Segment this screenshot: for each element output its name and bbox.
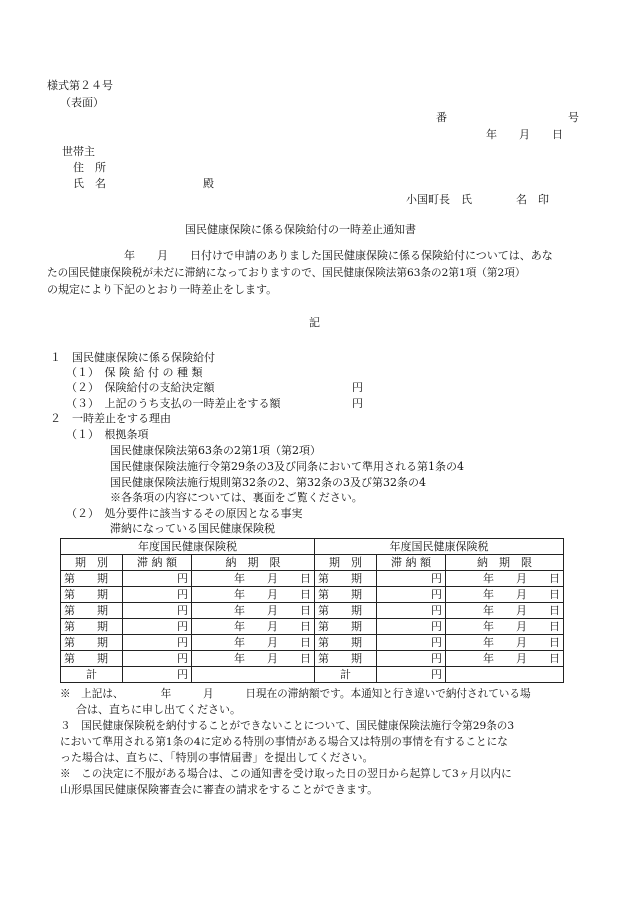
- section1-item3: （３） 上記のうち支払の一時差止をする額: [66, 397, 281, 410]
- due-cell: 年 月 日: [446, 635, 564, 651]
- period-cell: 第 期: [61, 619, 123, 635]
- due-cell: 年 月 日: [446, 587, 564, 603]
- law-citation-1: 国民健康保険法第63条の2第1項（第2項）: [110, 444, 321, 457]
- amount-cell: 円: [123, 587, 192, 603]
- amount-cell: 円: [123, 619, 192, 635]
- table-column-header-row: [61, 555, 564, 571]
- section1-item3-unit: 円: [352, 397, 363, 410]
- balance-note-line-1: ※ 上記は、 年 月 日現在の滞納額です。本通知と行き違いで納付されている場: [60, 688, 531, 700]
- section2-sub2: （２） 処分要件に該当するその原因となる事実: [66, 507, 303, 520]
- period-cell: 第 期: [315, 635, 377, 651]
- law-citation-2: 国民健康保険法施行令第29条の3及び同条において準用される第1条の4: [110, 460, 464, 473]
- section1-item2: （２） 保険給付の支給決定額: [66, 381, 215, 394]
- recipient-title: 世帯主: [62, 145, 95, 158]
- body-line-3: の規定により下記のとおり一時差止をします。: [47, 283, 278, 296]
- year-header-left: 年度国民健康保険税: [61, 539, 315, 555]
- section3-line-1: ３ 国民健康保険税を納付することができないことについて、国民健康保険法施行令第29条の3: [60, 720, 515, 732]
- amount-cell: 円: [123, 603, 192, 619]
- col-period: 期 別: [315, 555, 377, 571]
- document-title: 国民健康保険に係る保険給付の一時差止通知書: [185, 223, 416, 236]
- amount-cell: 円: [377, 651, 446, 667]
- due-cell: 年 月 日: [192, 619, 315, 635]
- recipient-address-label: 住 所: [73, 161, 106, 174]
- due-cell: 年 月 日: [446, 619, 564, 635]
- period-cell: 第 期: [61, 651, 123, 667]
- period-cell: 第 期: [315, 603, 377, 619]
- amount-cell: 円: [377, 571, 446, 587]
- amount-cell: 円: [377, 587, 446, 603]
- col-due: 納 期 限: [446, 555, 564, 571]
- due-cell: 年 月 日: [192, 587, 315, 603]
- period-cell: 第 期: [315, 651, 377, 667]
- total-blank: [192, 667, 315, 683]
- issue-date: 年 月 日: [486, 128, 563, 141]
- delinquent-tax-label: 滞納になっている国民健康保険税: [110, 522, 275, 535]
- due-cell: 年 月 日: [446, 603, 564, 619]
- table-row: [61, 651, 564, 667]
- amount-cell: 円: [123, 635, 192, 651]
- amount-cell: 円: [377, 635, 446, 651]
- body-line-1: 年 月 日付けで申請のありました国民健康保険に係る保険給付については、あな: [124, 249, 553, 262]
- front-side-label: （表面）: [60, 96, 104, 109]
- amount-cell: 円: [123, 651, 192, 667]
- total-amount: 円: [377, 667, 446, 683]
- honorific: 殿: [203, 177, 214, 190]
- table-total-row: [61, 667, 564, 683]
- sender-signature: 小国町長 氏 名 印: [406, 193, 549, 206]
- law-note: ※各条項の内容については、裏面をご覧ください。: [110, 491, 363, 504]
- table-row: [61, 587, 564, 603]
- section3-line-2: において準用される第1条の4に定める特別の事情がある場合又は特別の事情を有することにな: [60, 736, 508, 748]
- amount-cell: 円: [123, 571, 192, 587]
- col-period: 期 別: [61, 555, 123, 571]
- appeal-line-1: ※ この決定に不服がある場合は、この通知書を受け取った日の翌日から起算して3ヶ月以内に: [60, 768, 512, 780]
- total-label: 計: [61, 667, 123, 683]
- law-citation-3: 国民健康保険法施行規則第32条の2、第32条の3及び第32条の4: [110, 476, 426, 489]
- delinquent-tax-table: [60, 538, 564, 683]
- period-cell: 第 期: [315, 619, 377, 635]
- period-cell: 第 期: [61, 603, 123, 619]
- due-cell: 年 月 日: [192, 651, 315, 667]
- col-due: 納 期 限: [192, 555, 315, 571]
- period-cell: 第 期: [61, 587, 123, 603]
- section1-item1: （１） 保 険 給 付 の 種 類: [66, 366, 203, 379]
- section1-heading: １ 国民健康保険に係る保険給付: [50, 351, 215, 364]
- amount-cell: 円: [377, 603, 446, 619]
- due-cell: 年 月 日: [446, 571, 564, 587]
- table-year-header-row: [61, 539, 564, 555]
- section1-item2-unit: 円: [352, 381, 363, 394]
- table-row: [61, 571, 564, 587]
- total-blank: [446, 667, 564, 683]
- recipient-name-label: 氏 名: [73, 177, 106, 190]
- due-cell: 年 月 日: [192, 603, 315, 619]
- col-amount: 滞 納 額: [377, 555, 446, 571]
- table-row: [61, 635, 564, 651]
- body-line-2: たの国民健康保険税が未だに滞納になっておりますので、国民健康保険法第63条の2第1項（第2項）: [47, 267, 526, 279]
- year-header-right: 年度国民健康保険税: [315, 539, 564, 555]
- period-cell: 第 期: [61, 571, 123, 587]
- section2-heading: ２ 一時差止をする理由: [50, 412, 171, 425]
- col-amount: 滞 納 額: [123, 555, 192, 571]
- table-row: [61, 603, 564, 619]
- balance-note-line-2: 合は、直ちに申し出てください。: [76, 703, 241, 716]
- period-cell: 第 期: [315, 571, 377, 587]
- ki-heading: 記: [309, 316, 320, 329]
- amount-cell: 円: [377, 619, 446, 635]
- table-row: [61, 619, 564, 635]
- due-cell: 年 月 日: [192, 635, 315, 651]
- period-cell: 第 期: [315, 587, 377, 603]
- form-number: 様式第２４号: [47, 79, 113, 92]
- due-cell: 年 月 日: [446, 651, 564, 667]
- due-cell: 年 月 日: [192, 571, 315, 587]
- total-amount: 円: [123, 667, 192, 683]
- section2-sub1: （１） 根拠条項: [66, 428, 149, 441]
- period-cell: 第 期: [61, 635, 123, 651]
- total-label: 計: [315, 667, 377, 683]
- document-number: 番 号: [436, 111, 579, 124]
- section3-line-3: った場合は、直ちに、「特別の事情届書」を提出してください。: [60, 751, 374, 764]
- appeal-line-2: 山形県国民健康保険審査会に審査の請求をすることができます。: [60, 783, 379, 796]
